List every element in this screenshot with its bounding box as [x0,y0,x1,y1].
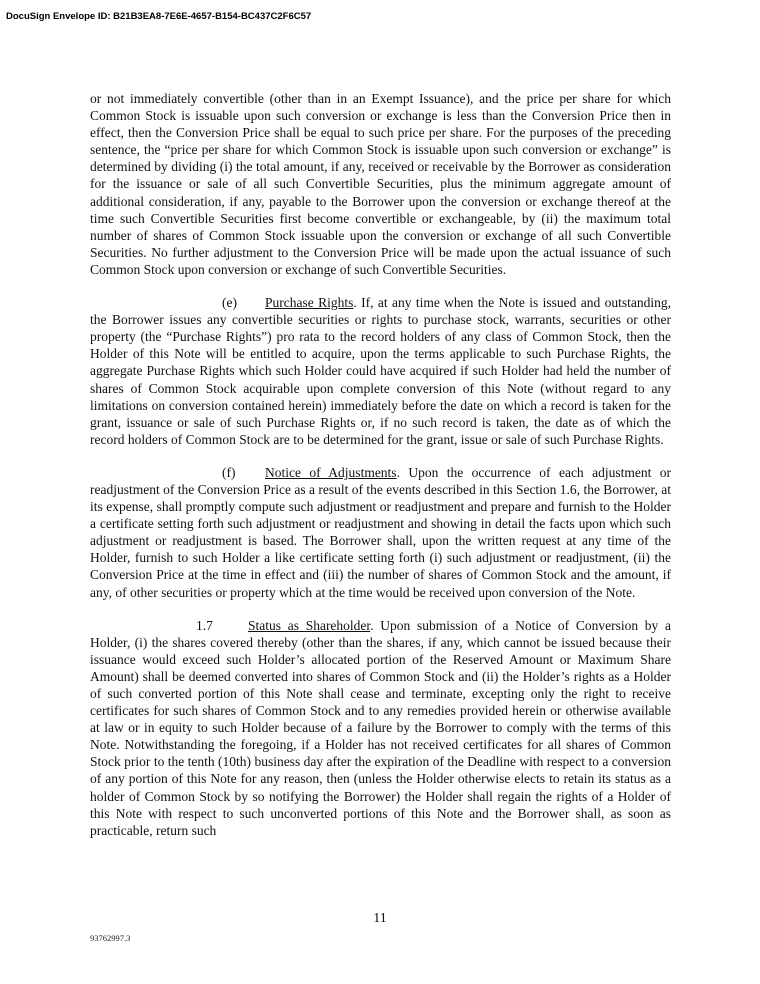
docusign-envelope-id: DocuSign Envelope ID: B21B3EA8-7E6E-4657-B154-BC437C2F6C57 [6,11,312,22]
section-text: . If, at any time when the Note is issued and outstanding, the Borrower issues any convertible securities or rights to purchase stock, warrants, securities or other property (the “Purchase Rights”) pro rata to the record holders of any class of Common Stock, then the Holder of this Note will be entitled to acquire, upon the terms applicable to such Purchase Rights, the aggregate Purchase Rights which such Holder could have acquired if such Holder had held the number of shares of Common Stock acquirable upon complete conversion of this Note (without regard to any limitations on conversion contained herein) immediately before the date on which a record is taken for the grant, issuance or sale of such Purchase Rights or, if no such record is taken, the date as of which the record holders of Common Stock are to be determined for the grant, issue or sale of such Purchase Rights. [90,295,671,447]
section-label: (e) [222,295,237,311]
section-notice-of-adjustments [90,464,671,601]
section-status-as-shareholder [90,617,671,839]
section-title: Purchase Rights [265,295,354,311]
section-label: 1.7 [196,617,213,633]
section-text: . Upon the occurrence of each adjustment or readjustment of the Conversion Price as a result of the events described in this Section 1.6, the Borrower, at its expense, shall promptly compute such adjustment or readjustment and prepare and furnish to the Holder a certificate setting forth such adjustment or readjustment and showing in detail the facts upon which such adjustment or readjustment is based. The Borrower shall, upon the written request at any time of the Holder, furnish to such Holder a like certificate setting forth (i) such adjustment or readjustment, (ii) the Conversion Price at the time in effect and (iii) the number of shares of Common Stock and the amount, if any, of other securities or property which at the time would be received upon conversion of the Note. [90,464,671,600]
document-id: 93762997.3 [90,933,131,943]
paragraph-convertible-securities: or not immediately convertible (other than in an Exempt Issuance), and the price per share for which Common Stock is issuable upon such conversion or exchange is less than the Conversion Price then in effect, then the Conversion Price shall be equal to such price per share. For the purposes of the preceding sentence, the “price per share for which Common Stock is issuable upon such conversion or exchange” is determined by dividing (i) the total amount, if any, received or receivable by the Borrower as consideration for the issuance or sale of all such Convertible Securities, plus the minimum aggregate amount of additional consideration, if any, payable to the Borrower upon the conversion or exchange thereof at the time such Convertible Securities first become convertible or exchangeable, by (ii) the maximum total number of shares of Common Stock issuable upon the conversion or exchange of all such Convertible Securities. No further adjustment to the Conversion Price will be made upon the actual issuance of such Common Stock upon conversion or exchange of such Convertible Securities. [90,91,671,277]
section-title: Notice of Adjustments [265,464,397,480]
page-number: 11 [373,911,387,926]
section-label: (f) [222,464,236,480]
section-purchase-rights [90,294,671,448]
section-text: . Upon submission of a Notice of Conversion by a Holder, (i) the shares covered thereby (other than the shares, if any, which cannot be issued because their issuance would exceed such Holder’s allocated portion of the Reserved Amount or Maximum Share Amount) shall be deemed converted into shares of Common Stock and (ii) the Holder’s rights as a Holder of such converted portion of this Note shall cease and terminate, excepting only the right to receive certificates for such shares of Common Stock and to any remedies provided herein or otherwise available at law or in equity to such Holder because of a failure by the Borrower to comply with the terms of this Note. Notwithstanding the foregoing, if a Holder has not received certificates for all shares of Common Stock prior to the tenth (10th) business day after the expiration of the Deadline with respect to a conversion of any portion of this Note for any reason, then (unless the Holder otherwise elects to retain its status as a holder of Common Stock by so notifying the Borrower) the Holder shall regain the rights of a Holder of this Note with respect to such unconverted portions of this Note and the Borrower shall, as soon as practicable, return such [90,617,672,838]
section-title: Status as Shareholder [248,617,371,633]
document-body [90,90,671,855]
